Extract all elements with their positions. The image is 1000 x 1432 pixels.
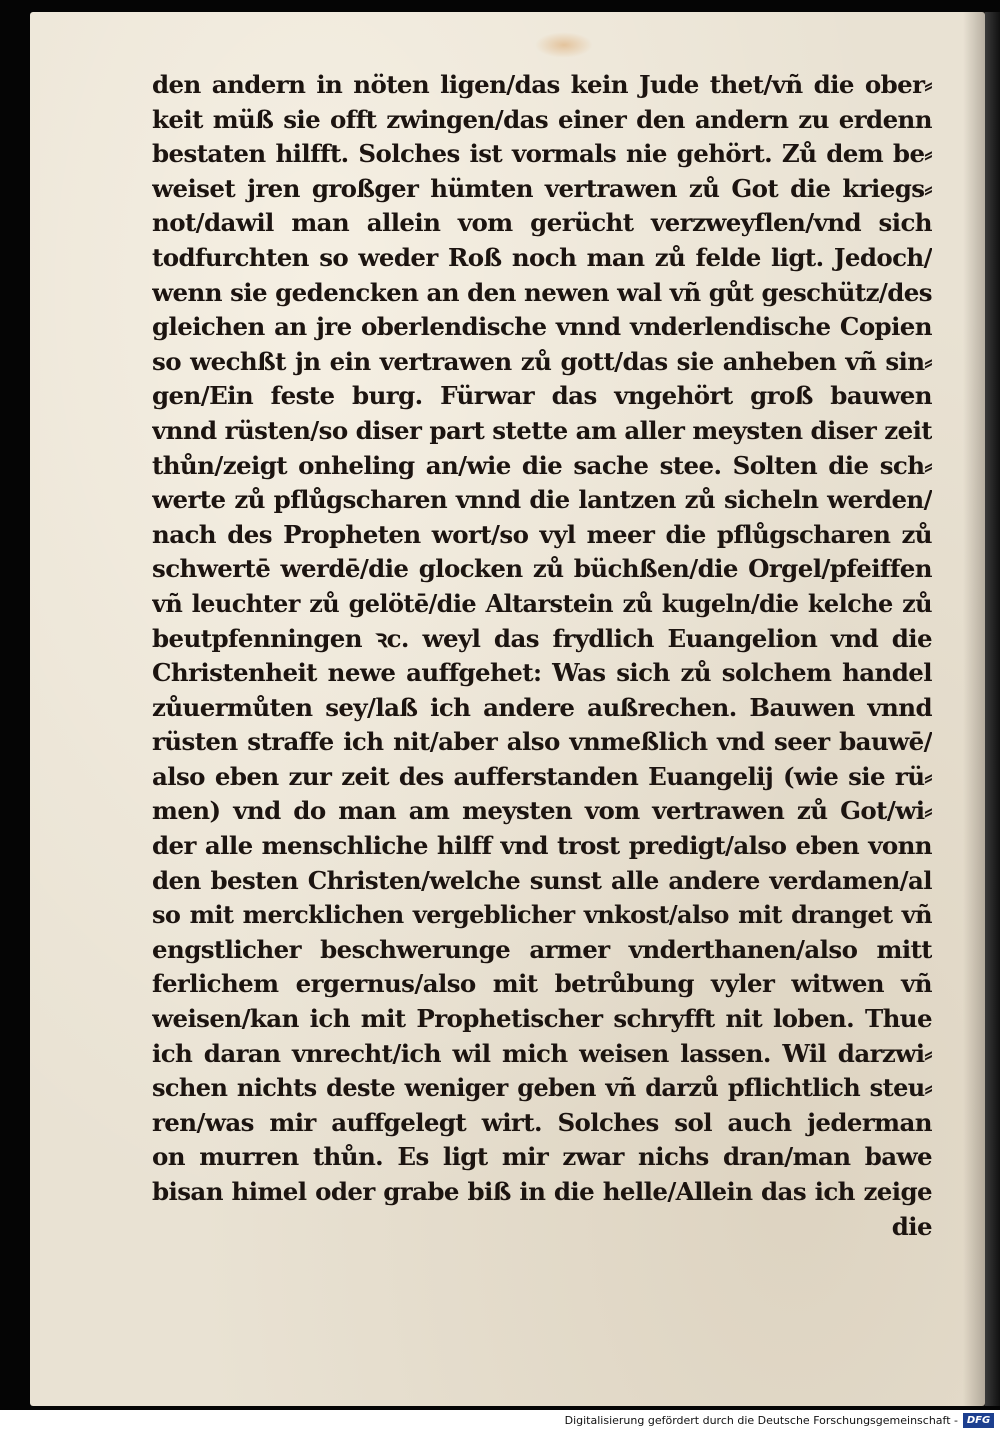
text-line: engstlicher beschwerunge armer vnderthanen/also mitt (152, 934, 932, 964)
text-line: beutpfenningen ꝛc. weyl das frydlich Euangelion vnd die (152, 623, 932, 653)
text-line: werte zů pflůgscharen vnnd die lantzen zů sicheln werden/ (152, 485, 932, 515)
text-line: keit müß sie offt zwingen/das einer den andern zu erdenn (152, 104, 932, 134)
text-line: ren/was mir auffgelegt wirt. Solches sol auch jederman (152, 1107, 932, 1137)
catchword: die (891, 1211, 932, 1241)
paper-stain (535, 32, 593, 58)
text-line: gleichen an jre oberlendische vnnd vnderlendische Copien (152, 312, 932, 342)
text-line: so mit mercklichen vergeblicher vnkost/also mit dranget vñ (152, 900, 932, 930)
text-line: zůuermůten sey/laß ich andere außrechen. Bauwen vnnd (152, 692, 932, 722)
page-gutter-shadow (963, 12, 985, 1406)
text-line: ich daran vnrecht/ich wil mich weisen lassen. Wil darzwi⸗ (152, 1038, 932, 1068)
text-line: rüsten straffe ich nit/aber also vnmeßlich vnd seer bauwē/ (152, 727, 932, 757)
text-line: weisen/kan ich mit Prophetischer schryfft nit loben. Thue (152, 1004, 932, 1034)
text-line: todfurchten so weder Roß noch man zů felde ligt. Jedoch/ (152, 242, 932, 272)
text-line: thůn/zeigt onheling an/wie die sache stee. Solten die sch⸗ (152, 450, 932, 480)
text-line: gen/Ein feste burg. Fürwar das vngehört groß bauwen (152, 381, 932, 411)
text-line: bestaten hilfft. Solches ist vormals nie gehört. Zů dem be⸗ (152, 139, 932, 169)
text-line: weiset jren großger hümten vertrawen zů Got die kriegs⸗ (152, 173, 932, 203)
text-line: also eben zur zeit des aufferstanden Euangelij (wie sie rü⸗ (152, 761, 932, 791)
footer-credit: Digitalisierung gefördert durch die Deutsche Forschungsgemeinschaft - (564, 1414, 958, 1427)
text-line: den besten Christen/welche sunst alle andere verdamen/al (152, 865, 932, 895)
text-line: men) vnd do man am meysten vom vertrawen zů Got/wi⸗ (152, 796, 932, 826)
text-line: wenn sie gedencken an den newen wal vñ gůt geschütz/des (152, 277, 932, 307)
page-text (152, 68, 932, 1244)
text-line: nach des Propheten wort/so vyl meer die pflůgscharen zů (152, 519, 932, 549)
text-line: schen nichts deste weniger geben vñ darzů pflichtlich steu⸗ (152, 1073, 932, 1103)
text-line: schwertē werdē/die glocken zů büchßen/die Orgel/pfeiffen (152, 554, 932, 584)
text-line: vnnd rüsten/so diser part stette am aller meysten diser zeit (152, 415, 932, 445)
text-line: not/dawil man allein vom gerücht verzweyflen/vnd sich (152, 208, 932, 238)
text-line: vñ leuchter zů gelötē/die Altarstein zů kugeln/die kelche zů (152, 588, 932, 618)
text-line: so wechßt jn ein vertrawen zů gott/das sie anheben vñ sin⸗ (152, 346, 932, 376)
text-line: ferlichem ergernus/also mit betrůbung vyler witwen vñ (152, 969, 932, 999)
dfg-logo: DFG (963, 1413, 994, 1428)
text-line: on murren thůn. Es ligt mir zwar nichs dran/man bawe (152, 1142, 932, 1172)
text-line: Christenheit newe auffgehet: Was sich zů solchem handel (152, 658, 932, 688)
text-line: der alle menschliche hilff vnd trost predigt/also eben vonn (152, 831, 932, 861)
book-edge (985, 12, 1000, 1406)
text-line: bisan himel oder grabe biß in die helle/Allein das ich zeige (152, 1177, 932, 1206)
text-line: den andern in nöten ligen/das kein Jude thet/vñ die ober⸗ (152, 70, 932, 99)
